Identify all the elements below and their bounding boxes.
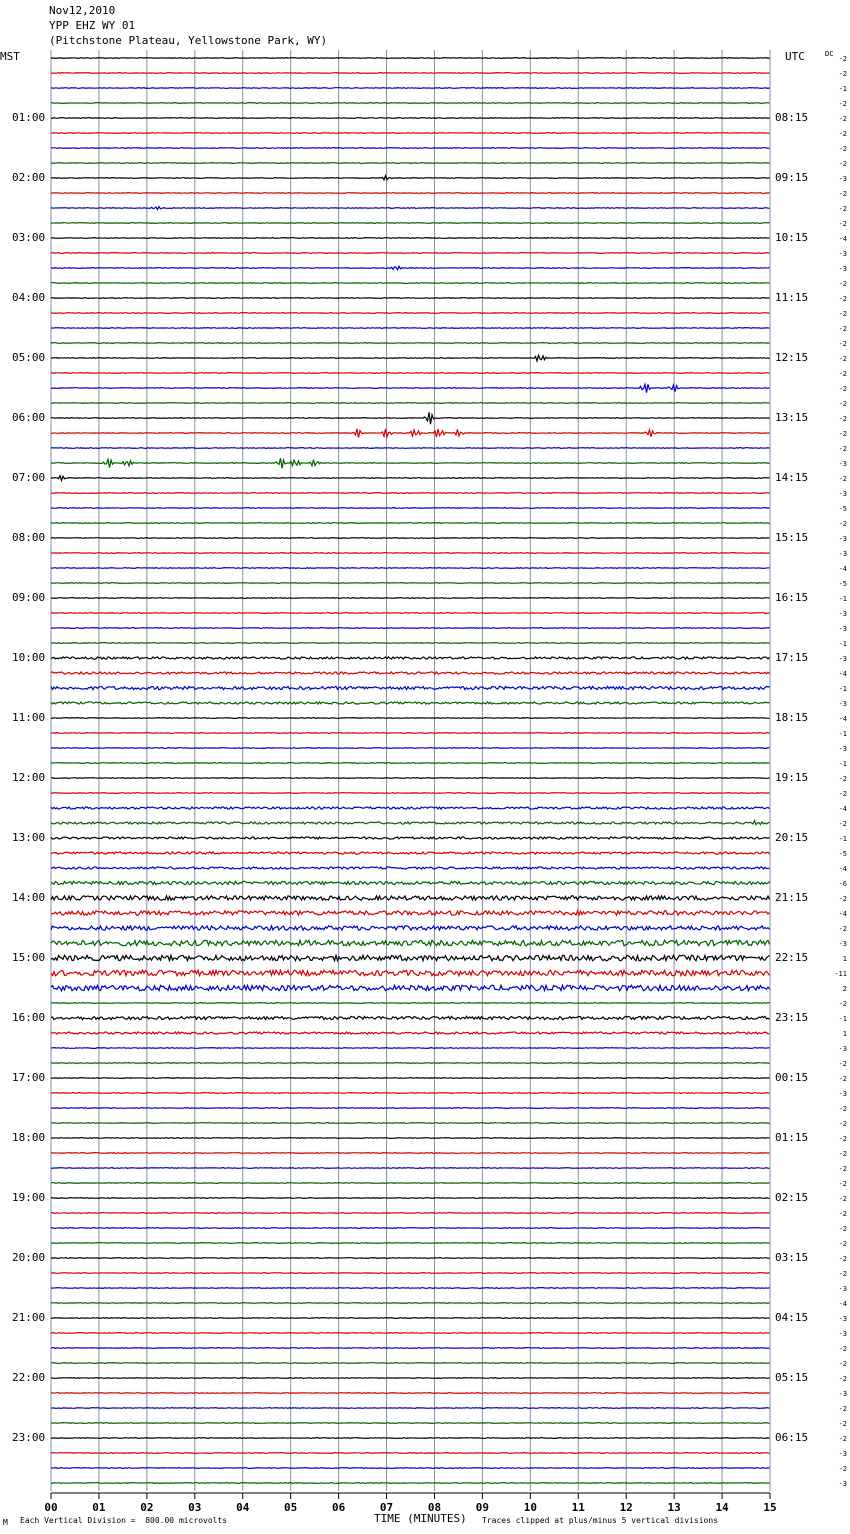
dc-offset-value: -2 bbox=[838, 415, 847, 423]
dc-offset-value: -3 bbox=[838, 1045, 847, 1053]
dc-offset-value: -2 bbox=[838, 1000, 847, 1008]
seismic-trace bbox=[51, 896, 770, 900]
seismic-trace bbox=[51, 1048, 770, 1049]
dc-offset-value: -2 bbox=[838, 1375, 847, 1383]
mst-hour-label: 05:00 bbox=[12, 351, 46, 364]
seismic-trace bbox=[51, 328, 770, 329]
dc-offset-value: -2 bbox=[838, 475, 847, 483]
seismic-trace bbox=[51, 1273, 770, 1274]
mst-hour-label: 19:00 bbox=[12, 1191, 46, 1204]
seismic-trace bbox=[51, 1378, 770, 1379]
dc-offset-value: -2 bbox=[838, 1150, 847, 1158]
utc-hour-label: 00:15 bbox=[775, 1071, 809, 1084]
dc-offset-value: -2 bbox=[838, 1180, 847, 1188]
seismic-trace bbox=[51, 448, 770, 449]
dc-offset-value: -1 bbox=[838, 595, 847, 603]
utc-hour-label: 19:15 bbox=[775, 771, 809, 784]
dc-offset-value: -3 bbox=[838, 175, 847, 183]
utc-hour-label: 22:15 bbox=[775, 951, 809, 964]
seismic-trace bbox=[51, 1303, 770, 1304]
dc-offset-value: -3 bbox=[838, 625, 847, 633]
dc-offset-value: -2 bbox=[838, 1195, 847, 1203]
dc-offset-value: -2 bbox=[838, 1270, 847, 1278]
seismic-trace bbox=[51, 821, 770, 825]
utc-hour-label: 21:15 bbox=[775, 891, 809, 904]
dc-offset-value: -2 bbox=[838, 775, 847, 783]
mst-hour-label: 23:00 bbox=[12, 1431, 46, 1444]
dc-offset-value: -11 bbox=[834, 970, 847, 978]
dc-offset-value: -2 bbox=[838, 190, 847, 198]
dc-offset-value: 2 bbox=[842, 985, 847, 993]
seismic-trace bbox=[51, 1153, 770, 1154]
dc-offset-value: -2 bbox=[838, 1405, 847, 1413]
seismic-trace bbox=[51, 88, 770, 89]
mst-hour-label: 18:00 bbox=[12, 1131, 46, 1144]
seismic-trace bbox=[51, 733, 770, 734]
seismic-trace bbox=[51, 403, 770, 404]
seismic-trace bbox=[51, 1228, 770, 1229]
utc-hour-label: 05:15 bbox=[775, 1371, 809, 1384]
x-axis-title: TIME (MINUTES) bbox=[374, 1512, 467, 1525]
dc-offset-value: -3 bbox=[838, 1450, 847, 1458]
seismic-trace bbox=[51, 970, 770, 975]
dc-offset-value: -5 bbox=[838, 580, 847, 588]
dc-offset-value: -4 bbox=[838, 565, 847, 573]
dc-offset-value: -3 bbox=[838, 1315, 847, 1323]
seismic-trace bbox=[51, 223, 770, 224]
dc-offset-value: -2 bbox=[838, 280, 847, 288]
seismic-trace bbox=[51, 568, 770, 569]
dc-offset-value: -2 bbox=[838, 400, 847, 408]
dc-offset-value: -2 bbox=[838, 925, 847, 933]
dc-offset-value: -4 bbox=[838, 1300, 847, 1308]
x-tick-label: 04 bbox=[236, 1501, 250, 1514]
seismic-trace bbox=[51, 1016, 770, 1019]
mst-hour-label: 11:00 bbox=[12, 711, 46, 724]
mst-hour-label: 22:00 bbox=[12, 1371, 46, 1384]
dc-offset-value: -2 bbox=[838, 1075, 847, 1083]
seismic-trace bbox=[51, 238, 770, 239]
seismic-trace bbox=[51, 1123, 770, 1124]
dc-offset-value: -3 bbox=[838, 490, 847, 498]
utc-hour-label: 08:15 bbox=[775, 111, 809, 124]
seismic-trace bbox=[51, 748, 770, 749]
dc-offset-value: -5 bbox=[838, 850, 847, 858]
dc-offset-value: -2 bbox=[838, 100, 847, 108]
dc-offset-value: -3 bbox=[838, 1480, 847, 1488]
dc-offset-value: -1 bbox=[838, 730, 847, 738]
seismic-trace bbox=[51, 193, 770, 194]
x-tick-label: 11 bbox=[571, 1501, 585, 1514]
dc-offset-value: -2 bbox=[838, 1060, 847, 1068]
dc-offset-value: -3 bbox=[838, 745, 847, 753]
dc-offset-value: -5 bbox=[838, 505, 847, 513]
mst-hour-label: 10:00 bbox=[12, 651, 46, 664]
dc-offset-value: -2 bbox=[838, 1435, 847, 1443]
seismic-trace bbox=[51, 778, 770, 779]
dc-offset-value: -2 bbox=[838, 55, 847, 63]
utc-hour-label: 06:15 bbox=[775, 1431, 809, 1444]
dc-offset-value: -2 bbox=[838, 1345, 847, 1353]
dc-offset-value: -3 bbox=[838, 1330, 847, 1338]
dc-offset-value: -2 bbox=[838, 370, 847, 378]
seismic-trace bbox=[51, 1423, 770, 1424]
mst-hour-label: 15:00 bbox=[12, 951, 46, 964]
dc-offset-value: -3 bbox=[838, 250, 847, 258]
seismic-trace bbox=[51, 1168, 770, 1169]
dc-offset-value: -2 bbox=[838, 430, 847, 438]
seismic-trace bbox=[51, 1243, 770, 1244]
dc-offset-value: -1 bbox=[838, 1015, 847, 1023]
dc-offset-value: -2 bbox=[838, 1360, 847, 1368]
seismic-trace bbox=[51, 207, 770, 210]
mst-hour-label: 03:00 bbox=[12, 231, 46, 244]
seismic-trace bbox=[51, 940, 770, 945]
dc-offset-value: -2 bbox=[838, 1240, 847, 1248]
seismic-trace bbox=[51, 373, 770, 374]
utc-hour-label: 17:15 bbox=[775, 651, 809, 664]
seismic-trace bbox=[51, 148, 770, 149]
x-tick-label: 12 bbox=[619, 1501, 633, 1514]
mst-hour-label: 13:00 bbox=[12, 831, 46, 844]
seismic-trace bbox=[51, 926, 770, 930]
mst-hour-label: 20:00 bbox=[12, 1251, 46, 1264]
mst-hour-label: 09:00 bbox=[12, 591, 46, 604]
utc-hour-label: 14:15 bbox=[775, 471, 809, 484]
dc-offset-value: -3 bbox=[838, 655, 847, 663]
utc-hour-label: 04:15 bbox=[775, 1311, 809, 1324]
utc-hour-label: 20:15 bbox=[775, 831, 809, 844]
seismic-trace bbox=[51, 911, 770, 915]
dc-offset-value: -2 bbox=[838, 1210, 847, 1218]
seismic-trace bbox=[51, 985, 770, 990]
seismic-trace bbox=[51, 881, 770, 884]
dc-offset-value: -2 bbox=[838, 1420, 847, 1428]
seismic-trace bbox=[51, 955, 770, 961]
seismic-trace bbox=[51, 313, 770, 314]
seismic-trace bbox=[51, 133, 770, 134]
mst-hour-label: 07:00 bbox=[12, 471, 46, 484]
seismic-trace bbox=[51, 253, 770, 254]
seismic-trace bbox=[51, 1438, 770, 1439]
seismic-trace bbox=[51, 538, 770, 539]
seismic-trace bbox=[51, 702, 770, 704]
dc-offset-value: -2 bbox=[838, 445, 847, 453]
utc-hour-label: 09:15 bbox=[775, 171, 809, 184]
dc-offset-value: -2 bbox=[838, 220, 847, 228]
seismic-trace bbox=[51, 1258, 770, 1259]
x-tick-label: 06 bbox=[331, 1501, 346, 1514]
dc-offset-value: -2 bbox=[838, 205, 847, 213]
mst-hour-label: 01:00 bbox=[12, 111, 46, 124]
seismic-trace bbox=[51, 163, 770, 164]
dc-offset-value: -2 bbox=[838, 295, 847, 303]
seismic-trace bbox=[51, 837, 770, 839]
dc-offset-value: -2 bbox=[838, 1120, 847, 1128]
mst-hour-label: 16:00 bbox=[12, 1011, 46, 1024]
seismic-trace bbox=[51, 1093, 770, 1094]
dc-offset-value: -2 bbox=[838, 1225, 847, 1233]
x-tick-label: 10 bbox=[523, 1501, 537, 1514]
seismic-trace bbox=[51, 343, 770, 344]
x-tick-label: 09 bbox=[475, 1501, 490, 1514]
seismic-trace bbox=[51, 1138, 770, 1139]
x-tick-label: 15 bbox=[763, 1501, 777, 1514]
dc-offset-value: -4 bbox=[838, 670, 847, 678]
seismic-trace bbox=[51, 176, 770, 180]
dc-offset-value: -2 bbox=[838, 820, 847, 828]
seismic-trace bbox=[51, 429, 770, 438]
dc-offset-value: -3 bbox=[838, 940, 847, 948]
seismic-trace bbox=[51, 553, 770, 554]
dc-offset-value: -3 bbox=[838, 265, 847, 273]
dc-offset-value: -4 bbox=[838, 805, 847, 813]
seismic-trace bbox=[51, 686, 770, 689]
utc-hour-label: 03:15 bbox=[775, 1251, 809, 1264]
x-tick-label: 01 bbox=[92, 1501, 106, 1514]
seismic-trace bbox=[51, 672, 770, 674]
utc-hour-label: 01:15 bbox=[775, 1131, 809, 1144]
seismic-trace bbox=[51, 643, 770, 644]
dc-offset-value: -4 bbox=[838, 715, 847, 723]
dc-offset-value: -3 bbox=[838, 535, 847, 543]
seismic-trace bbox=[51, 1078, 770, 1079]
dc-offset-value: -4 bbox=[838, 910, 847, 918]
dc-offset-value: -2 bbox=[838, 310, 847, 318]
clip-note: Traces clipped at plus/minus 5 vertical divisions bbox=[482, 1516, 719, 1525]
dc-offset-value: -2 bbox=[838, 385, 847, 393]
seismic-trace bbox=[51, 1393, 770, 1394]
x-tick-label: 08 bbox=[427, 1501, 442, 1514]
dc-offset-value: -3 bbox=[838, 460, 847, 468]
seismic-trace bbox=[51, 1063, 770, 1064]
dc-offset-value: -4 bbox=[838, 865, 847, 873]
seismic-trace bbox=[51, 1348, 770, 1349]
seismic-trace bbox=[51, 298, 770, 299]
dc-offset-value: -2 bbox=[838, 160, 847, 168]
mst-hour-label: 21:00 bbox=[12, 1311, 46, 1324]
mst-hour-label: 02:00 bbox=[12, 171, 46, 184]
dc-offset-value: -3 bbox=[838, 1090, 847, 1098]
utc-hour-label: 15:15 bbox=[775, 531, 809, 544]
utc-hour-label: 18:15 bbox=[775, 711, 809, 724]
seismic-trace bbox=[51, 867, 770, 869]
utc-hour-label: 10:15 bbox=[775, 231, 809, 244]
seismic-trace bbox=[51, 118, 770, 119]
dc-offset-value: -2 bbox=[838, 115, 847, 123]
seismic-trace bbox=[51, 852, 770, 854]
dc-offset-value: -2 bbox=[838, 145, 847, 153]
x-tick-label: 13 bbox=[667, 1501, 681, 1514]
station-code: YPP EHZ WY 01 bbox=[49, 19, 136, 32]
seismic-trace bbox=[51, 1003, 770, 1004]
dc-offset-value: -2 bbox=[838, 790, 847, 798]
seismic-trace bbox=[51, 583, 770, 584]
dc-offset-value: 1 bbox=[842, 955, 847, 963]
utc-hour-label: 23:15 bbox=[775, 1011, 809, 1024]
seismic-trace bbox=[51, 1468, 770, 1469]
seismic-trace bbox=[51, 508, 770, 509]
dc-offset-value: -3 bbox=[838, 1285, 847, 1293]
seismic-trace bbox=[51, 73, 770, 74]
x-tick-label: 02 bbox=[140, 1501, 154, 1514]
dc-offset-value: -2 bbox=[838, 1465, 847, 1473]
vertical-division-note: Each Vertical Division = 800.00 microvolts bbox=[20, 1516, 228, 1525]
seismic-trace bbox=[51, 283, 770, 284]
seismic-trace bbox=[51, 384, 770, 392]
seismic-trace bbox=[51, 1453, 770, 1454]
mst-hour-label: 14:00 bbox=[12, 891, 46, 904]
seismic-trace bbox=[51, 355, 770, 361]
right-timezone-label: UTC bbox=[785, 50, 805, 63]
seismic-trace bbox=[51, 493, 770, 494]
dc-offset-value: 1 bbox=[842, 1030, 847, 1038]
seismic-trace bbox=[51, 1483, 770, 1484]
seismic-trace bbox=[51, 1408, 770, 1409]
utc-hour-label: 16:15 bbox=[775, 591, 809, 604]
dc-offset-value: -1 bbox=[838, 85, 847, 93]
seismic-trace bbox=[51, 1363, 770, 1364]
dc-offset-value: -2 bbox=[838, 520, 847, 528]
seismic-trace bbox=[51, 266, 770, 270]
x-tick-label: 14 bbox=[715, 1501, 729, 1514]
dc-offset-value: -2 bbox=[838, 1105, 847, 1113]
seismic-trace bbox=[51, 1032, 770, 1034]
dc-offset-value: -2 bbox=[838, 340, 847, 348]
seismic-trace bbox=[51, 718, 770, 719]
seismic-trace bbox=[51, 628, 770, 629]
seismic-trace bbox=[51, 58, 770, 59]
seismic-trace bbox=[51, 1288, 770, 1289]
dc-offset-value: -2 bbox=[838, 130, 847, 138]
seismic-trace bbox=[51, 412, 770, 424]
mst-hour-label: 12:00 bbox=[12, 771, 46, 784]
seismic-trace bbox=[51, 458, 770, 468]
utc-hour-label: 13:15 bbox=[775, 411, 809, 424]
seismic-trace bbox=[51, 476, 770, 481]
seismic-trace bbox=[51, 763, 770, 764]
dc-offset-value: -2 bbox=[838, 895, 847, 903]
x-tick-label: 05 bbox=[284, 1501, 298, 1514]
utc-hour-label: 12:15 bbox=[775, 351, 809, 364]
mst-hour-label: 08:00 bbox=[12, 531, 46, 544]
dc-offset-value: -3 bbox=[838, 1390, 847, 1398]
x-tick-label: 00 bbox=[44, 1501, 58, 1514]
dc-offset-value: -4 bbox=[838, 235, 847, 243]
seismic-trace bbox=[51, 103, 770, 104]
seismic-trace bbox=[51, 807, 770, 809]
dc-offset-value: -1 bbox=[838, 835, 847, 843]
dc-offset-value: -2 bbox=[838, 325, 847, 333]
utc-hour-label: 02:15 bbox=[775, 1191, 809, 1204]
dc-offset-value: -1 bbox=[838, 640, 847, 648]
dc-offset-value: -3 bbox=[838, 700, 847, 708]
mst-hour-label: 06:00 bbox=[12, 411, 46, 424]
seismic-trace bbox=[51, 793, 770, 794]
seismic-trace bbox=[51, 598, 770, 599]
mst-hour-label: 17:00 bbox=[12, 1071, 46, 1084]
dc-offset-header: DC bbox=[825, 50, 834, 58]
plot-date: Nov12,2010 bbox=[49, 4, 116, 17]
dc-offset-value: -2 bbox=[838, 1165, 847, 1173]
dc-offset-value: -2 bbox=[838, 70, 847, 78]
station-location: (Pitchstone Plateau, Yellowstone Park, WY) bbox=[49, 34, 328, 47]
utc-hour-label: 11:15 bbox=[775, 291, 809, 304]
seismic-trace bbox=[51, 523, 770, 524]
seismic-trace bbox=[51, 1213, 770, 1214]
seismic-trace bbox=[51, 1198, 770, 1199]
mst-hour-label: 04:00 bbox=[12, 291, 46, 304]
seismic-trace bbox=[51, 1318, 770, 1319]
seismic-trace bbox=[51, 657, 770, 659]
dc-offset-value: -2 bbox=[838, 355, 847, 363]
seismic-trace bbox=[51, 1333, 770, 1334]
seismic-trace bbox=[51, 1183, 770, 1184]
dc-offset-value: -6 bbox=[838, 880, 847, 888]
dc-offset-value: -1 bbox=[838, 760, 847, 768]
x-tick-label: 03 bbox=[188, 1501, 202, 1514]
dc-offset-value: -2 bbox=[838, 1135, 847, 1143]
left-timezone-label: MST bbox=[0, 50, 20, 63]
scale-mark: M bbox=[3, 1518, 8, 1527]
dc-offset-value: -3 bbox=[838, 550, 847, 558]
dc-offset-value: -3 bbox=[838, 610, 847, 618]
dc-offset-value: -2 bbox=[838, 1255, 847, 1263]
seismic-trace bbox=[51, 613, 770, 614]
seismic-trace bbox=[51, 1108, 770, 1109]
x-tick-label: 07 bbox=[379, 1501, 394, 1514]
dc-offset-value: -1 bbox=[838, 685, 847, 693]
